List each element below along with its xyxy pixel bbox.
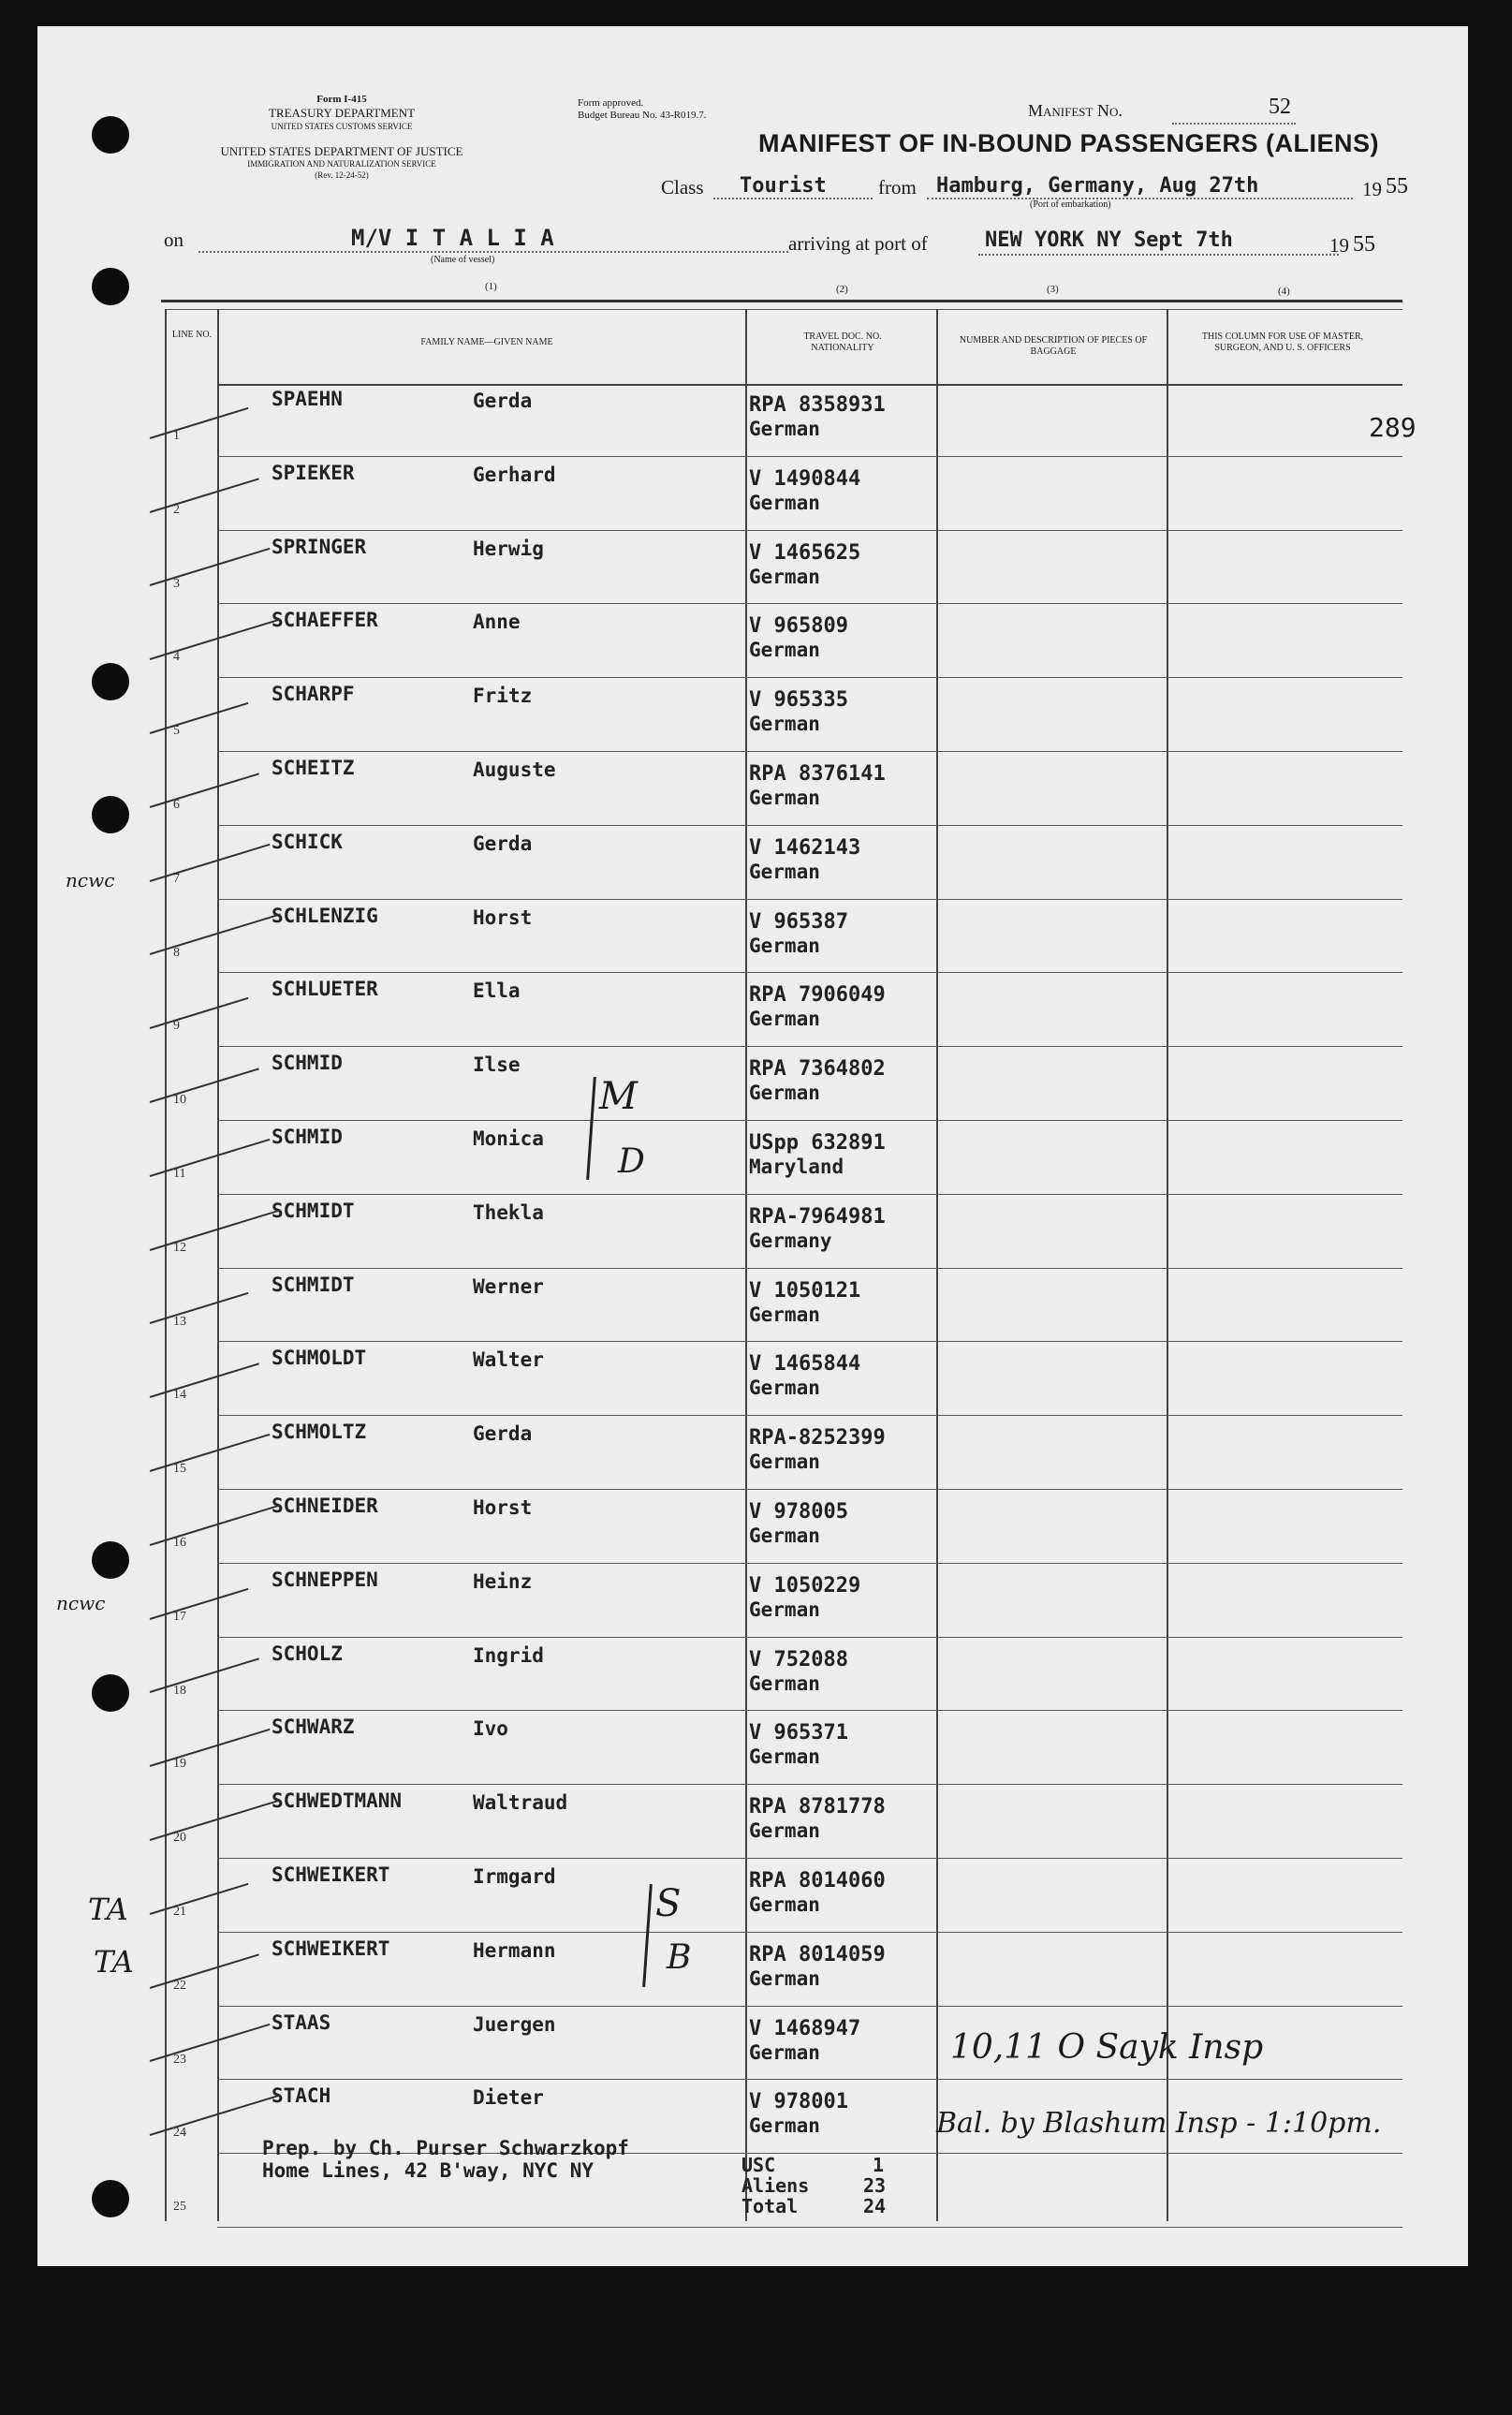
- line-number: 14: [173, 1388, 186, 1403]
- family-name: SCHMIDT: [272, 1273, 355, 1296]
- nationality: German: [749, 1008, 820, 1031]
- given-name: Ingrid: [473, 1643, 544, 1667]
- travel-doc-number: RPA 8014059: [749, 1942, 886, 1966]
- line-number: 12: [173, 1240, 186, 1255]
- given-name: Auguste: [473, 758, 556, 781]
- margin-note-ncwc: ncwc: [66, 869, 115, 891]
- family-name: SCHLENZIG: [272, 904, 378, 927]
- check-mark: [150, 1587, 249, 1619]
- check-mark: [150, 1504, 281, 1546]
- family-name: SCHMID: [272, 1052, 343, 1075]
- check-mark: [150, 2095, 281, 2137]
- family-name: SCHMOLTZ: [272, 1421, 367, 1444]
- treasury-label: TREASURY DEPARTMENT: [268, 106, 416, 120]
- nationality: German: [749, 1598, 820, 1621]
- given-name: Gerda: [473, 832, 533, 855]
- travel-doc-number: V 965335: [749, 688, 848, 713]
- line-number: 8: [173, 945, 180, 960]
- family-name: SCHLUETER: [272, 978, 378, 1001]
- line-number: 18: [173, 1683, 186, 1698]
- family-name: STACH: [272, 2084, 331, 2108]
- line-number: 17: [173, 1609, 186, 1624]
- aliens-count: 23: [863, 2174, 887, 2197]
- given-name: Heinz: [473, 1569, 533, 1593]
- travel-doc-number: RPA-7964981: [749, 1204, 886, 1229]
- travel-doc-number: V 965809: [749, 614, 848, 639]
- given-name: Thekla: [473, 1200, 544, 1224]
- given-name: Gerda: [473, 1422, 533, 1446]
- table-row: [0, 1860, 1512, 1933]
- col-head-line: LINE NO.: [171, 330, 213, 340]
- nationality: German: [749, 1819, 820, 1843]
- table-row: [0, 1639, 1512, 1712]
- margin-note-ta: TA: [88, 1892, 128, 1927]
- arriving-label: arriving at port of: [788, 232, 928, 255]
- table-top-rule-inner: [165, 309, 1402, 310]
- given-name: Hermann: [473, 1938, 556, 1962]
- travel-doc-number: V 965387: [749, 909, 848, 934]
- check-mark: [150, 1658, 259, 1694]
- prepared-address: Home Lines, 42 B'way, NYC NY: [262, 2159, 595, 2182]
- nationality: Maryland: [749, 1156, 844, 1178]
- line-number: 7: [173, 871, 180, 886]
- margin-note-ncwc: ncwc: [56, 1592, 106, 1614]
- travel-doc-number: V 978001: [749, 2090, 848, 2114]
- line-number: 9: [173, 1019, 180, 1034]
- line-number: 21: [173, 1905, 186, 1919]
- table-top-rule: [161, 300, 1402, 302]
- row-rule: [217, 2079, 1402, 2080]
- row-rule: [217, 456, 1402, 457]
- table-row: [0, 1934, 1512, 2007]
- approved-label: Form approved.: [578, 97, 644, 109]
- year-value: 55: [1386, 174, 1408, 199]
- table-row: [0, 1712, 1512, 1785]
- nationality: German: [749, 639, 820, 662]
- row-rule: [217, 1268, 1402, 1269]
- check-mark: [150, 1799, 281, 1841]
- table-row: [0, 458, 1512, 531]
- check-mark: [150, 997, 249, 1029]
- family-name: SCHOLZ: [272, 1642, 343, 1665]
- col-head-officers: THIS COLUMN FOR USE OF MASTER, SURGEON, AND U. S. OFFICERS: [1201, 331, 1364, 353]
- check-mark: [150, 407, 249, 439]
- nationality: German: [749, 1450, 820, 1474]
- from-label: from: [878, 176, 917, 199]
- nationality: German: [749, 934, 820, 957]
- usc-count: 1: [873, 2154, 885, 2176]
- travel-doc-number: V 965371: [749, 1721, 848, 1745]
- aliens-label: Aliens: [741, 2174, 810, 2197]
- travel-doc-number: V 1490844: [749, 466, 861, 491]
- given-name: Gerda: [473, 390, 533, 412]
- row-rule: [217, 1563, 1402, 1564]
- family-name: SCHICK: [272, 830, 343, 853]
- given-name: Herwig: [473, 537, 544, 560]
- travel-doc-number: RPA 7364802: [749, 1057, 886, 1082]
- table-row: [0, 974, 1512, 1047]
- family-name: SCHAEFFER: [272, 609, 378, 632]
- inspection-note: Bal. by Blashum Insp - 1:10pm.: [936, 2107, 1382, 2140]
- margin-note-ta: TA: [94, 1944, 134, 1980]
- family-name: SCHARPF: [272, 683, 355, 706]
- year-prefix-2: 19: [1329, 234, 1349, 257]
- family-name: SCHMID: [272, 1126, 343, 1148]
- inspection-note: 10,11 O Sayk Insp: [950, 2028, 1264, 2067]
- table-row: [0, 2008, 1512, 2081]
- vessel-name: M/V I T A L I A: [351, 225, 554, 251]
- table-row: [0, 679, 1512, 752]
- form-number: Form I-415: [316, 94, 367, 105]
- table-row: [0, 532, 1512, 605]
- vessel-caption: (Name of vessel): [431, 255, 495, 265]
- family-name: SCHMOLDT: [272, 1347, 367, 1370]
- family-name: SCHNEPPEN: [272, 1568, 378, 1591]
- usc-label: USC: [741, 2154, 776, 2176]
- page-number-stamp: 289: [1369, 412, 1417, 443]
- punch-hole: [92, 268, 129, 305]
- family-name: SCHMIDT: [272, 1199, 355, 1222]
- check-mark: [150, 1292, 249, 1324]
- row-rule: [217, 603, 1402, 604]
- line-number: 20: [173, 1831, 186, 1846]
- prepared-by: Prep. by Ch. Purser Schwarzkopf: [262, 2137, 629, 2159]
- from-rule: [927, 198, 1353, 199]
- check-mark: [150, 1363, 259, 1399]
- travel-doc-number: RPA 7906049: [749, 983, 886, 1008]
- embarkation-caption: (Port of embarkation): [1030, 199, 1111, 210]
- given-name: Monica: [473, 1127, 544, 1150]
- punch-hole: [92, 116, 129, 154]
- row-rule: [217, 751, 1402, 752]
- family-name: SPIEKER: [272, 461, 355, 484]
- given-name: Walter: [473, 1348, 544, 1372]
- table-row: [0, 1565, 1512, 1638]
- nationality: German: [749, 1524, 820, 1547]
- table-row: [0, 1048, 1512, 1121]
- given-name: Horst: [473, 1496, 533, 1519]
- nationality: German: [749, 1745, 820, 1769]
- row-rule: [217, 825, 1402, 826]
- travel-doc-number: V 978005: [749, 1500, 848, 1524]
- row-rule: [217, 899, 1402, 900]
- manifest-no: 52: [1269, 95, 1291, 119]
- check-mark: [150, 843, 271, 881]
- nationality: German: [749, 713, 820, 736]
- row-rule: [217, 677, 1402, 678]
- check-mark: [150, 1068, 259, 1103]
- note-s: S: [655, 1882, 682, 1925]
- travel-doc-number: V 752088: [749, 1647, 848, 1671]
- total-label: Total: [741, 2195, 799, 2217]
- col-number-1: (1): [485, 281, 497, 292]
- check-mark: [150, 914, 281, 956]
- travel-doc-number: V 1050229: [749, 1573, 861, 1598]
- given-name: Fritz: [473, 685, 533, 708]
- check-mark: [150, 1883, 249, 1915]
- row-rule: [217, 1120, 1402, 1121]
- col-number-2: (2): [836, 284, 848, 295]
- col-head-baggage: NUMBER AND DESCRIPTION OF PIECES OF BAGGAGE: [959, 335, 1148, 357]
- given-name: Ilse: [473, 1053, 521, 1077]
- class-label: Class: [661, 176, 704, 199]
- note-d: D: [618, 1142, 645, 1181]
- line-number: 6: [173, 798, 180, 812]
- given-name: Werner: [473, 1274, 544, 1298]
- arrival-rule: [978, 254, 1339, 256]
- table-row: [0, 384, 1512, 457]
- budget-label: Budget Bureau No. 43-R019.7.: [578, 110, 707, 121]
- given-name: Gerhard: [473, 463, 556, 486]
- line-number: 19: [173, 1757, 186, 1772]
- row-rule: [217, 1415, 1402, 1416]
- check-mark: [150, 1953, 259, 1989]
- arrival-port-value: NEW YORK NY Sept 7th: [985, 228, 1233, 252]
- table-row: [0, 1343, 1512, 1416]
- check-mark: [150, 1434, 271, 1472]
- travel-doc-number: RPA 8014060: [749, 1869, 886, 1892]
- travel-doc-number: RPA 8376141: [749, 762, 886, 786]
- row-rule: [217, 1341, 1402, 1342]
- check-mark: [150, 1729, 271, 1767]
- travel-doc-number: RPA 8358931: [749, 393, 886, 417]
- class-rule: [713, 198, 873, 199]
- check-mark: [150, 619, 281, 661]
- check-mark: [150, 702, 249, 734]
- given-name: Ivo: [473, 1717, 508, 1741]
- given-name: Irmgard: [473, 1865, 556, 1888]
- row-rule: [217, 1046, 1402, 1047]
- travel-doc-number: V 1465844: [749, 1352, 861, 1377]
- given-name: Waltraud: [473, 1791, 568, 1815]
- check-mark: [150, 773, 259, 808]
- given-name: Ella: [473, 979, 521, 1003]
- nationality: German: [749, 2040, 820, 2064]
- line-number: 13: [173, 1314, 186, 1329]
- manifest-no-label: Manifest No.: [1028, 101, 1123, 120]
- family-name: SCHWEIKERT: [272, 1936, 390, 1960]
- travel-doc-number: V 1462143: [749, 835, 861, 860]
- check-mark: [150, 1209, 281, 1251]
- nationality: German: [749, 1377, 820, 1400]
- table-row: [0, 1196, 1512, 1269]
- nationality: German: [749, 860, 820, 883]
- nationality: German: [749, 418, 820, 440]
- table-row: [0, 1417, 1512, 1490]
- table-row: [0, 1491, 1512, 1564]
- class-value: Tourist: [740, 174, 827, 198]
- nationality: Germany: [749, 1229, 832, 1252]
- year-prefix: 19: [1362, 178, 1382, 200]
- nationality: German: [749, 1082, 820, 1105]
- revision-label: (Rev. 12-24-52): [315, 170, 369, 180]
- col-number-4: (4): [1278, 286, 1290, 297]
- page-title: MANIFEST OF IN-BOUND PASSENGERS (ALIENS): [758, 129, 1380, 157]
- line-number: 23: [173, 2052, 186, 2067]
- table-row: [0, 1786, 1512, 1859]
- travel-doc-number: V 1050121: [749, 1278, 861, 1303]
- travel-doc-number: V 1468947: [749, 2016, 861, 2040]
- note-m: M: [599, 1075, 638, 1118]
- travel-doc-number: USpp 632891: [749, 1131, 886, 1155]
- line-number: 10: [173, 1093, 186, 1108]
- table-row: [0, 753, 1512, 826]
- total-count: 24: [863, 2195, 887, 2217]
- manifest-no-rule: [1172, 123, 1296, 125]
- family-name: SPAEHN: [272, 388, 343, 410]
- on-label: on: [164, 228, 183, 251]
- check-mark: [150, 548, 271, 586]
- table-row: [0, 827, 1512, 900]
- family-name: SCHEITZ: [272, 757, 355, 779]
- travel-doc-number: RPA-8252399: [749, 1426, 886, 1450]
- nationality: German: [749, 491, 820, 514]
- given-name: Horst: [473, 906, 533, 929]
- line-number: 1: [173, 429, 180, 443]
- vessel-rule: [198, 251, 788, 253]
- nationality: German: [749, 1303, 820, 1326]
- nationality: German: [749, 787, 820, 809]
- family-name: SCHNEIDER: [272, 1495, 378, 1517]
- row-rule: [217, 1858, 1402, 1859]
- line-number: 2: [173, 502, 180, 517]
- line-number: 15: [173, 1462, 186, 1477]
- row-rule: [217, 1710, 1402, 1711]
- row-rule: [217, 530, 1402, 531]
- table-row: [0, 1270, 1512, 1343]
- row-rule: [217, 1194, 1402, 1195]
- line-number: 11: [173, 1167, 186, 1181]
- nationality: German: [749, 2114, 820, 2138]
- check-mark: [150, 1139, 271, 1177]
- given-name: Anne: [473, 611, 521, 634]
- family-name: STAAS: [272, 2010, 331, 2034]
- ins-label: IMMIGRATION AND NATURALIZATION SERVICE: [247, 159, 436, 169]
- nationality: German: [749, 1893, 820, 1916]
- row-rule: [217, 1932, 1402, 1933]
- col-number-3: (3): [1047, 284, 1059, 295]
- row-rule: [217, 1489, 1402, 1490]
- line-number: 16: [173, 1536, 186, 1550]
- nationality: German: [749, 1966, 820, 1990]
- line-number: 4: [173, 650, 180, 665]
- family-name: SCHWARZ: [272, 1716, 355, 1739]
- row-rule: [217, 972, 1402, 973]
- table-row: [0, 901, 1512, 974]
- justice-label: UNITED STATES DEPARTMENT OF JUSTICE: [220, 144, 463, 158]
- table-row: [0, 1122, 1512, 1195]
- line-number: 24: [173, 2126, 186, 2141]
- row-rule: [217, 1637, 1402, 1638]
- embarkation-value: Hamburg, Germany, Aug 27th: [936, 174, 1259, 198]
- travel-doc-number: RPA 8781778: [749, 1795, 886, 1819]
- line-number: 25: [173, 2200, 186, 2215]
- check-mark: [150, 2024, 271, 2062]
- check-mark: [150, 478, 259, 513]
- line-number: 3: [173, 576, 180, 591]
- family-name: SPRINGER: [272, 535, 367, 558]
- year-value-2: 55: [1353, 232, 1375, 257]
- nationality: German: [749, 565, 820, 588]
- family-name: SCHWEDTMANN: [272, 1789, 403, 1813]
- given-name: Dieter: [473, 2086, 544, 2110]
- table-row: [0, 605, 1512, 678]
- line-number: 5: [173, 724, 180, 739]
- col-head-travel-doc: TRAVEL DOC. NO. NATIONALITY: [803, 331, 882, 353]
- col-head-family: FAMILY NAME—GIVEN NAME: [420, 337, 553, 347]
- row-rule: [217, 1784, 1402, 1785]
- line-number: 22: [173, 1978, 186, 1993]
- note-b: B: [667, 1938, 692, 1977]
- given-name: Juergen: [473, 2012, 556, 2036]
- family-name: SCHWEIKERT: [272, 1863, 390, 1886]
- travel-doc-number: V 1465625: [749, 540, 861, 565]
- row-rule: [217, 2006, 1402, 2007]
- nationality: German: [749, 1671, 820, 1695]
- customs-label: UNITED STATES CUSTOMS SERVICE: [271, 122, 413, 131]
- row-rule: [217, 2227, 1402, 2228]
